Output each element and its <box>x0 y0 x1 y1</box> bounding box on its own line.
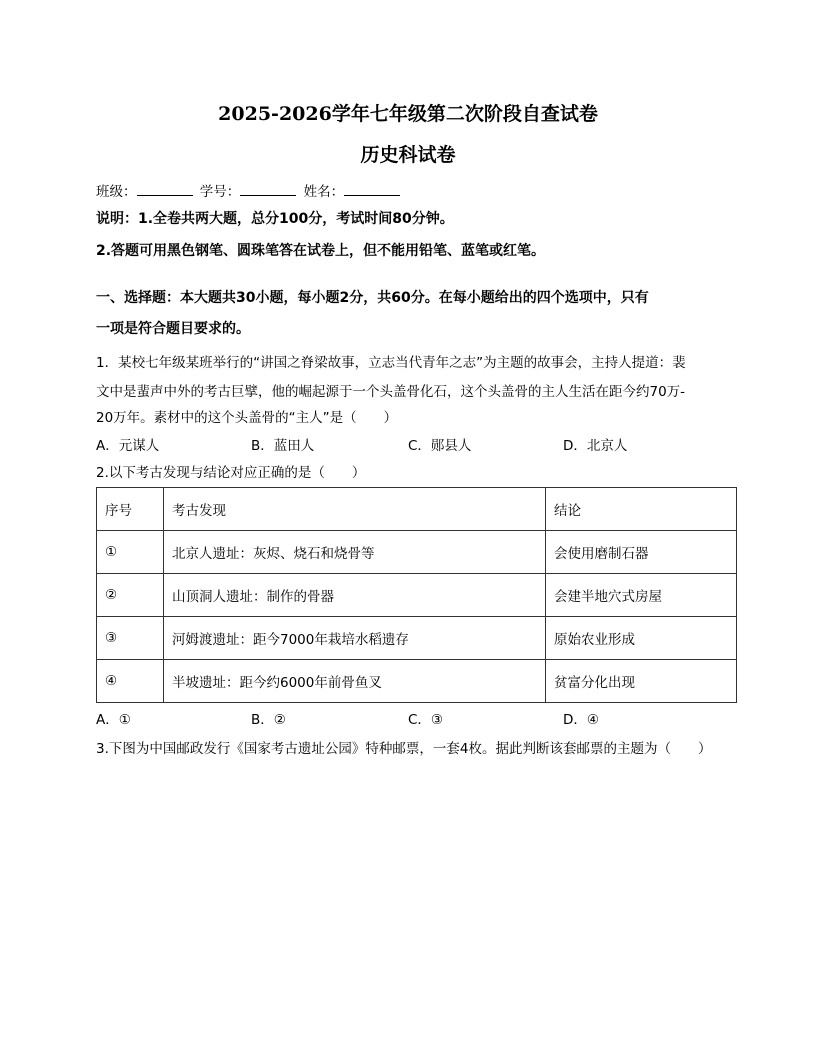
table-cell: 半坡遗址：距今约6000年前骨鱼叉 <box>164 660 546 703</box>
exam-note-1: 说明：1.全卷共两大题，总分100分，考试时间80分钟。 <box>96 211 454 227</box>
table-cell: 会使用磨制石器 <box>546 531 737 574</box>
table-cell: 河姆渡遗址：距今7000年栽培水稻遗存 <box>164 617 546 660</box>
q3-stem: 3.下图为中国邮政发行《国家考古遗址公园》特种邮票，一套4枚。据此判断该套邮票的主题为（ ） <box>96 741 712 757</box>
q2-option-d[interactable]: D．④ <box>563 712 599 728</box>
exam-note-2: 2.答题可用黑色钢笔、圆珠笔答在试卷上，但不能用铅笔、蓝笔或红笔。 <box>96 243 546 259</box>
q1-option-a[interactable]: A．元谋人 <box>96 438 160 454</box>
section1-heading-line2: 一项是符合题目要求的。 <box>96 321 250 337</box>
q2-option-c[interactable]: C．③ <box>408 712 444 728</box>
q2-stem: 2.以下考古发现与结论对应正确的是（ ） <box>96 465 366 481</box>
table-header-row <box>97 488 737 531</box>
table-row <box>97 574 737 617</box>
class-label: 班级： <box>96 184 137 200</box>
table-cell: 北京人遗址：灰烬、烧石和烧骨等 <box>164 531 546 574</box>
table-row <box>97 660 737 703</box>
class-blank <box>137 183 193 196</box>
table-cell: 会建半地穴式房屋 <box>546 574 737 617</box>
q1-stem-line2: 文中是蜚声中外的考古巨擘，他的崛起源于一个头盖骨化石，这个头盖骨的主人生活在距今约70万- <box>96 384 686 400</box>
header-cell-discovery: 考古发现 <box>164 488 546 531</box>
table-cell: 山顶洞人遗址：制作的骨器 <box>164 574 546 617</box>
table-cell: ④ <box>97 660 164 703</box>
q1-option-c[interactable]: C．郧县人 <box>408 438 472 454</box>
table-cell: 原始农业形成 <box>546 617 737 660</box>
table-cell: ② <box>97 574 164 617</box>
name-blank <box>344 183 400 196</box>
table-cell: 贫富分化出现 <box>546 660 737 703</box>
q2-option-a[interactable]: A．① <box>96 712 131 728</box>
student-info-line <box>96 180 403 200</box>
q2-table <box>96 487 737 703</box>
q1-stem-line1: 1．某校七年级某班举行的“讲国之脊梁故事，立志当代青年之志”为主题的故事会，主持人提道：裴 <box>96 355 686 371</box>
table-row <box>97 617 737 660</box>
name-label: 姓名： <box>303 184 345 200</box>
table-cell: ① <box>97 531 164 574</box>
exam-title: 2025-2026学年七年级第二次阶段自查试卷 <box>218 103 598 125</box>
exam-subtitle: 历史科试卷 <box>360 144 456 166</box>
table-row <box>97 531 737 574</box>
q1-option-d[interactable]: D．北京人 <box>563 438 628 454</box>
q1-stem-line3: 20万年。素材中的这个头盖骨的“主人”是（ ） <box>96 410 398 426</box>
header-cell-conclusion: 结论 <box>546 488 737 531</box>
q2-option-b[interactable]: B．② <box>251 712 286 728</box>
q1-option-b[interactable]: B．蓝田人 <box>251 438 315 454</box>
header-cell-number: 序号 <box>97 488 164 531</box>
number-label: 学号： <box>199 184 241 200</box>
section1-heading-line1: 一、选择题：本大题共30小题，每小题2分，共60分。在每小题给出的四个选项中，只有 <box>96 290 649 306</box>
table-cell: ③ <box>97 617 164 660</box>
number-blank <box>240 183 296 196</box>
